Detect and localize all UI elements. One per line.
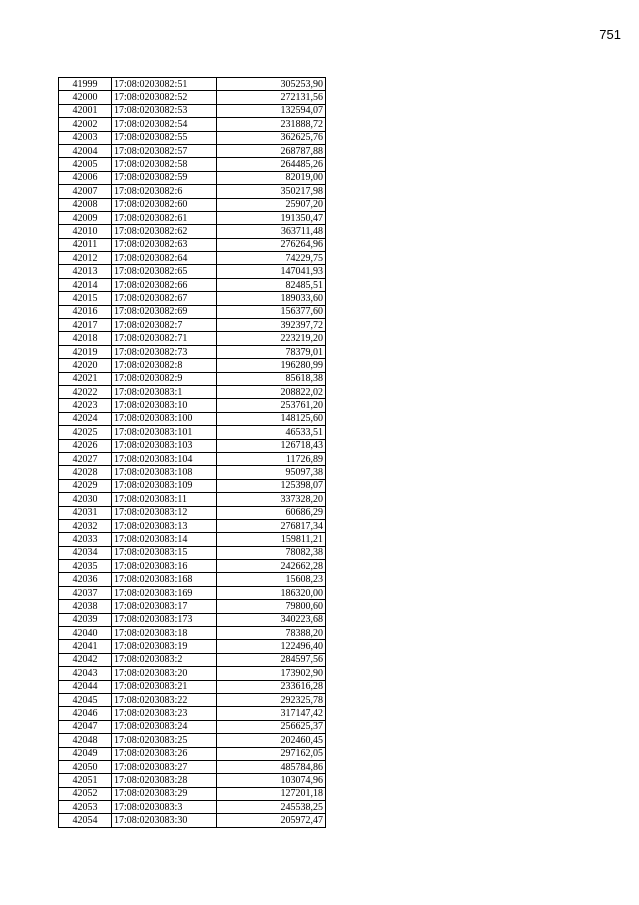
row-number-cell: 42052 [59, 787, 112, 800]
table-row [59, 78, 326, 91]
value-cell: 272131,56 [217, 91, 326, 104]
value-cell: 122496,40 [217, 640, 326, 653]
row-number-cell: 41999 [59, 78, 112, 91]
table-row [59, 252, 326, 265]
table-row [59, 814, 326, 827]
value-cell: 317147,42 [217, 707, 326, 720]
value-cell: 264485,26 [217, 158, 326, 171]
row-number-cell: 42037 [59, 586, 112, 599]
table-row [59, 760, 326, 773]
table-row [59, 305, 326, 318]
row-number-cell: 42041 [59, 640, 112, 653]
row-number-cell: 42044 [59, 680, 112, 693]
value-cell: 337328,20 [217, 493, 326, 506]
value-cell: 205972,47 [217, 814, 326, 827]
table-row [59, 426, 326, 439]
value-cell: 103074,96 [217, 774, 326, 787]
row-number-cell: 42051 [59, 774, 112, 787]
row-number-cell: 42043 [59, 667, 112, 680]
table-row [59, 278, 326, 291]
table-row [59, 144, 326, 157]
cadastral-number-cell: 17:08:0203082:59 [112, 171, 217, 184]
table-row [59, 693, 326, 706]
cadastral-number-cell: 17:08:0203083:100 [112, 412, 217, 425]
row-number-cell: 42019 [59, 345, 112, 358]
row-number-cell: 42033 [59, 533, 112, 546]
table-row [59, 801, 326, 814]
cadastral-number-cell: 17:08:0203082:7 [112, 319, 217, 332]
table-row [59, 707, 326, 720]
cadastral-number-cell: 17:08:0203082:8 [112, 359, 217, 372]
value-cell: 485784,86 [217, 760, 326, 773]
row-number-cell: 42042 [59, 653, 112, 666]
cadastral-number-cell: 17:08:0203083:10 [112, 399, 217, 412]
table-row [59, 680, 326, 693]
table-row [59, 332, 326, 345]
table-row [59, 225, 326, 238]
table-row [59, 586, 326, 599]
value-cell: 392397,72 [217, 319, 326, 332]
cadastral-number-cell: 17:08:0203083:21 [112, 680, 217, 693]
table-row [59, 238, 326, 251]
value-cell: 284597,56 [217, 653, 326, 666]
cadastral-number-cell: 17:08:0203083:24 [112, 720, 217, 733]
table-row [59, 292, 326, 305]
table-row [59, 345, 326, 358]
table-row [59, 627, 326, 640]
row-number-cell: 42007 [59, 185, 112, 198]
value-cell: 78082,38 [217, 546, 326, 559]
cadastral-number-cell: 17:08:0203082:65 [112, 265, 217, 278]
value-cell: 148125,60 [217, 412, 326, 425]
row-number-cell: 42004 [59, 144, 112, 157]
cadastral-number-cell: 17:08:0203082:57 [112, 144, 217, 157]
row-number-cell: 42048 [59, 734, 112, 747]
row-number-cell: 42003 [59, 131, 112, 144]
value-cell: 189033,60 [217, 292, 326, 305]
cadastral-number-cell: 17:08:0203082:71 [112, 332, 217, 345]
value-cell: 223219,20 [217, 332, 326, 345]
value-cell: 362625,76 [217, 131, 326, 144]
table-row [59, 613, 326, 626]
cadastral-number-cell: 17:08:0203083:13 [112, 519, 217, 532]
table-row [59, 747, 326, 760]
cadastral-number-cell: 17:08:0203083:22 [112, 693, 217, 706]
row-number-cell: 42000 [59, 91, 112, 104]
value-cell: 186320,00 [217, 586, 326, 599]
row-number-cell: 42020 [59, 359, 112, 372]
row-number-cell: 42049 [59, 747, 112, 760]
cadastral-number-cell: 17:08:0203082:62 [112, 225, 217, 238]
table-row [59, 412, 326, 425]
cadastral-number-cell: 17:08:0203083:20 [112, 667, 217, 680]
value-cell: 60686,29 [217, 506, 326, 519]
row-number-cell: 42023 [59, 399, 112, 412]
cadastral-number-cell: 17:08:0203083:3 [112, 801, 217, 814]
value-cell: 15608,23 [217, 573, 326, 586]
row-number-cell: 42014 [59, 278, 112, 291]
row-number-cell: 42011 [59, 238, 112, 251]
cadastral-number-cell: 17:08:0203083:29 [112, 787, 217, 800]
value-cell: 191350,47 [217, 211, 326, 224]
table-row [59, 91, 326, 104]
table-row [59, 466, 326, 479]
value-cell: 231888,72 [217, 118, 326, 131]
table-row [59, 479, 326, 492]
cadastral-number-cell: 17:08:0203082:73 [112, 345, 217, 358]
value-cell: 245538,25 [217, 801, 326, 814]
row-number-cell: 42035 [59, 560, 112, 573]
cadastral-number-cell: 17:08:0203083:103 [112, 439, 217, 452]
value-cell: 11726,89 [217, 452, 326, 465]
cadastral-number-cell: 17:08:0203082:69 [112, 305, 217, 318]
table-row [59, 385, 326, 398]
table-row [59, 560, 326, 573]
table-row [59, 720, 326, 733]
row-number-cell: 42027 [59, 452, 112, 465]
cadastral-number-cell: 17:08:0203083:12 [112, 506, 217, 519]
cadastral-number-cell: 17:08:0203082:58 [112, 158, 217, 171]
page-number: 751 [599, 27, 621, 42]
cadastral-number-cell: 17:08:0203083:109 [112, 479, 217, 492]
value-cell: 256625,37 [217, 720, 326, 733]
cadastral-number-cell: 17:08:0203082:52 [112, 91, 217, 104]
cadastral-number-cell: 17:08:0203083:28 [112, 774, 217, 787]
value-cell: 147041,93 [217, 265, 326, 278]
row-number-cell: 42028 [59, 466, 112, 479]
value-cell: 276264,96 [217, 238, 326, 251]
table-row [59, 319, 326, 332]
value-cell: 95097,38 [217, 466, 326, 479]
row-number-cell: 42030 [59, 493, 112, 506]
table-row [59, 506, 326, 519]
value-cell: 233616,28 [217, 680, 326, 693]
row-number-cell: 42047 [59, 720, 112, 733]
cadastral-number-cell: 17:08:0203082:63 [112, 238, 217, 251]
table-row [59, 439, 326, 452]
cadastral-number-cell: 17:08:0203082:67 [112, 292, 217, 305]
row-number-cell: 42016 [59, 305, 112, 318]
value-cell: 305253,90 [217, 78, 326, 91]
table-row [59, 198, 326, 211]
cadastral-number-cell: 17:08:0203083:19 [112, 640, 217, 653]
cadastral-number-cell: 17:08:0203083:30 [112, 814, 217, 827]
cadastral-number-cell: 17:08:0203083:169 [112, 586, 217, 599]
row-number-cell: 42017 [59, 319, 112, 332]
table-row [59, 131, 326, 144]
value-cell: 196280,99 [217, 359, 326, 372]
row-number-cell: 42034 [59, 546, 112, 559]
row-number-cell: 42024 [59, 412, 112, 425]
value-cell: 208822,02 [217, 385, 326, 398]
value-cell: 350217,98 [217, 185, 326, 198]
cadastral-number-cell: 17:08:0203082:55 [112, 131, 217, 144]
row-number-cell: 42006 [59, 171, 112, 184]
cadastral-number-cell: 17:08:0203083:15 [112, 546, 217, 559]
cadastral-number-cell: 17:08:0203082:60 [112, 198, 217, 211]
cadastral-number-cell: 17:08:0203083:25 [112, 734, 217, 747]
value-cell: 79800,60 [217, 600, 326, 613]
value-cell: 78388,20 [217, 627, 326, 640]
cadastral-number-cell: 17:08:0203083:168 [112, 573, 217, 586]
value-cell: 125398,07 [217, 479, 326, 492]
value-cell: 82485,51 [217, 278, 326, 291]
table-row [59, 653, 326, 666]
cadastral-number-cell: 17:08:0203083:14 [112, 533, 217, 546]
table-row [59, 104, 326, 117]
row-number-cell: 42008 [59, 198, 112, 211]
table-row [59, 265, 326, 278]
value-cell: 82019,00 [217, 171, 326, 184]
cadastral-number-cell: 17:08:0203082:53 [112, 104, 217, 117]
row-number-cell: 42040 [59, 627, 112, 640]
cadastral-number-cell: 17:08:0203083:23 [112, 707, 217, 720]
table-row [59, 640, 326, 653]
table-row [59, 452, 326, 465]
table-body [59, 78, 326, 828]
cadastral-number-cell: 17:08:0203082:9 [112, 372, 217, 385]
row-number-cell: 42021 [59, 372, 112, 385]
cadastral-number-cell: 17:08:0203083:104 [112, 452, 217, 465]
cadastral-number-cell: 17:08:0203083:173 [112, 613, 217, 626]
table-row [59, 734, 326, 747]
row-number-cell: 42012 [59, 252, 112, 265]
table-row [59, 787, 326, 800]
value-cell: 297162,05 [217, 747, 326, 760]
row-number-cell: 42001 [59, 104, 112, 117]
row-number-cell: 42010 [59, 225, 112, 238]
value-cell: 276817,34 [217, 519, 326, 532]
cadastral-number-cell: 17:08:0203083:16 [112, 560, 217, 573]
value-cell: 127201,18 [217, 787, 326, 800]
cadastral-number-cell: 17:08:0203082:6 [112, 185, 217, 198]
cadastral-number-cell: 17:08:0203083:11 [112, 493, 217, 506]
cadastral-number-cell: 17:08:0203082:64 [112, 252, 217, 265]
cadastral-number-cell: 17:08:0203083:17 [112, 600, 217, 613]
table-row [59, 171, 326, 184]
row-number-cell: 42039 [59, 613, 112, 626]
table-row [59, 493, 326, 506]
cadastral-number-cell: 17:08:0203083:27 [112, 760, 217, 773]
value-cell: 242662,28 [217, 560, 326, 573]
data-table [58, 77, 326, 828]
row-number-cell: 42025 [59, 426, 112, 439]
row-number-cell: 42032 [59, 519, 112, 532]
table-row [59, 519, 326, 532]
row-number-cell: 42031 [59, 506, 112, 519]
value-cell: 132594,07 [217, 104, 326, 117]
value-cell: 202460,45 [217, 734, 326, 747]
row-number-cell: 42036 [59, 573, 112, 586]
table-row [59, 399, 326, 412]
table-row [59, 185, 326, 198]
value-cell: 340223,68 [217, 613, 326, 626]
table-row [59, 546, 326, 559]
row-number-cell: 42053 [59, 801, 112, 814]
row-number-cell: 42002 [59, 118, 112, 131]
value-cell: 126718,43 [217, 439, 326, 452]
table-row [59, 372, 326, 385]
row-number-cell: 42005 [59, 158, 112, 171]
value-cell: 268787,88 [217, 144, 326, 157]
value-cell: 253761,20 [217, 399, 326, 412]
table-row [59, 573, 326, 586]
value-cell: 156377,60 [217, 305, 326, 318]
table-row [59, 774, 326, 787]
row-number-cell: 42038 [59, 600, 112, 613]
cadastral-number-cell: 17:08:0203083:101 [112, 426, 217, 439]
row-number-cell: 42018 [59, 332, 112, 345]
row-number-cell: 42045 [59, 693, 112, 706]
value-cell: 74229,75 [217, 252, 326, 265]
cadastral-number-cell: 17:08:0203083:1 [112, 385, 217, 398]
row-number-cell: 42046 [59, 707, 112, 720]
table-row [59, 118, 326, 131]
table-row [59, 211, 326, 224]
cadastral-number-cell: 17:08:0203082:54 [112, 118, 217, 131]
cadastral-number-cell: 17:08:0203082:66 [112, 278, 217, 291]
cadastral-number-cell: 17:08:0203083:108 [112, 466, 217, 479]
table-row [59, 359, 326, 372]
value-cell: 85618,38 [217, 372, 326, 385]
cadastral-number-cell: 17:08:0203082:51 [112, 78, 217, 91]
cadastral-number-cell: 17:08:0203083:2 [112, 653, 217, 666]
table-row [59, 600, 326, 613]
cadastral-number-cell: 17:08:0203082:61 [112, 211, 217, 224]
row-number-cell: 42015 [59, 292, 112, 305]
value-cell: 292325,78 [217, 693, 326, 706]
row-number-cell: 42026 [59, 439, 112, 452]
row-number-cell: 42050 [59, 760, 112, 773]
value-cell: 78379,01 [217, 345, 326, 358]
table-row [59, 158, 326, 171]
row-number-cell: 42013 [59, 265, 112, 278]
value-cell: 25907,20 [217, 198, 326, 211]
value-cell: 46533,51 [217, 426, 326, 439]
value-cell: 363711,48 [217, 225, 326, 238]
cadastral-number-cell: 17:08:0203083:26 [112, 747, 217, 760]
row-number-cell: 42054 [59, 814, 112, 827]
table-row [59, 667, 326, 680]
row-number-cell: 42029 [59, 479, 112, 492]
cadastral-number-cell: 17:08:0203083:18 [112, 627, 217, 640]
row-number-cell: 42022 [59, 385, 112, 398]
value-cell: 173902,90 [217, 667, 326, 680]
table-row [59, 533, 326, 546]
row-number-cell: 42009 [59, 211, 112, 224]
value-cell: 159811,21 [217, 533, 326, 546]
